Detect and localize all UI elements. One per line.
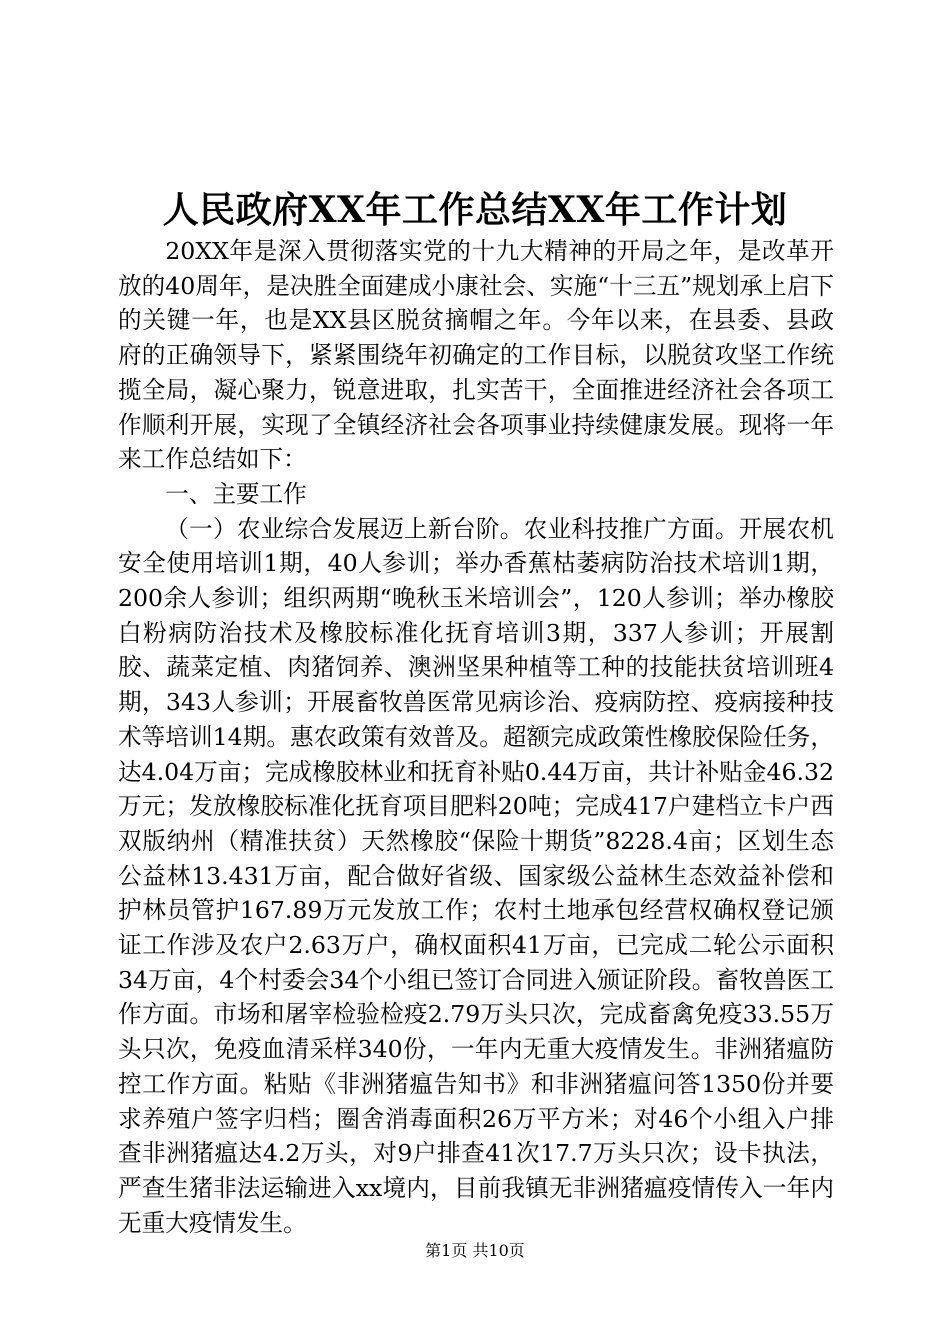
page-number-footer: 第1页 共10页 [425, 1241, 525, 1260]
document-title: 人民政府XX年工作总结XX年工作计划 [162, 189, 788, 231]
section-paragraph: （一）农业综合发展迈上新台阶。农业科技推广方面。开展农机安全使用培训1期，40人参训；举办香蕉枯萎病防治技术培训1期，200余人参训；组织两期“晚秋玉米培训会”，120人参训；举办橡胶白粉病防治技术及橡胶标准化抚育培训3期，337人参训；开展割胶、蔬菜定植、肉猪饲养、澳洲坚果种植等工种的技能扶贫培训班4期，343人参训；开展畜牧兽医常见病诊治、疫病防控、疫病接种技术等培训14期。惠农政策有效普及。超额完成政策性橡胶保险任务，达4.04万亩；完成橡胶林业和抚育补贴0.44万亩，共计补贴金46.32万元；发放橡胶标准化抚育项目肥料20吨；完成417户建档立卡户西双版纳州（精准扶贫）天然橡胶“保险十期货”8228.4亩；区划生态公益林13.431万亩，配合做好省级、国家级公益林生态效益补偿和护林员管护167.89万元发放工作；农村土地承包经营权确权登记颁证工作涉及农户2.63万户，确权面积41万亩，已完成二轮公示面积34万亩，4个村委会34个小组已签订合同进入颁证阶段。畜牧兽医工作方面。市场和屠宰检验检疫2.79万头只次，完成畜禽免疫33.55万头只次，免疫血清采样340份，一年内无重大疫情发生。非洲猪瘟防控工作方面。粘贴《非洲猪瘟告知书》和非洲猪瘟问答1350份并要求养殖户签字归档；圈舍消毒面积26万平方米；对46个小组入户排查非洲猪瘟达4.2万头，对9户排查41次17.7万头只次；设卡执法，严查生猪非法运输进入xx境内，目前我镇无非洲猪瘟疫情传入一年内无重大疫情发生。 [118, 514, 834, 1237]
document-body [118, 234, 834, 1240]
intro-paragraph: 20XX年是深入贯彻落实党的十九大精神的开局之年，是改革开放的40周年，是决胜全面建成小康社会、实施“十三五”规划承上启下的关键一年，也是XX县区脱贫摘帽之年。今年以来，在县委、县政府的正确领导下，紧紧围绕年初确定的工作目标，以脱贫攻坚工作统揽全局，凝心聚力，锐意进取，扎实苦干，全面推进经济社会各项工作顺利开展，实现了全镇经济社会各项事业持续健康发展。现将一年来工作总结如下： [118, 237, 834, 474]
section-heading: 一、主要工作 [165, 479, 307, 508]
